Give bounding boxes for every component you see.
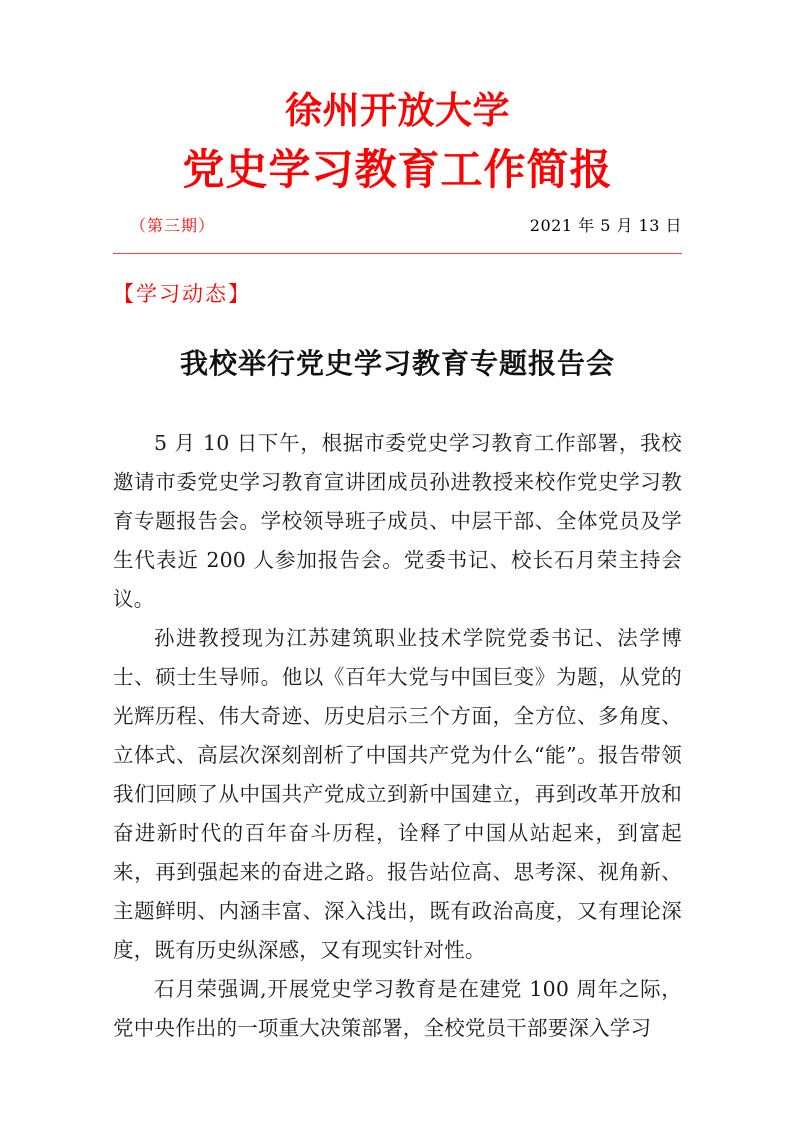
article-body	[113, 424, 682, 1048]
article-headline: 我校举行党史学习教育专题报告会	[179, 347, 615, 380]
issue-meta-row	[113, 213, 682, 243]
masthead-divider-rule	[113, 253, 682, 254]
masthead-organization: 徐州开放大学	[285, 88, 510, 132]
section-tag-learning-updates: 【学习动态】	[113, 282, 251, 306]
publication-date: 2021 年 5 月 13 日	[529, 216, 682, 235]
body-paragraph: 孙进教授现为江苏建筑职业技术学院党委书记、法学博士、硕士生导师。他以《百年大党与中国巨变》为题，从党的光辉历程、伟大奇迹、历史启示三个方面，全方位、多角度、立体式、高层次深刻剖析了中国共产党为什么“能”。报告带领我们回顾了从中国共产党成立到新中国建立，再到改革开放和奋进新时代的百年奋斗历程，诠释了中国从站起来，到富起来，再到强起来的奋进之路。报告站位高、思考深、视角新、主题鲜明、内涵丰富、深入浅出，既有政治高度，又有理论深度，既有历史纵深感，又有现实针对性。	[113, 626, 682, 962]
masthead-publication-title: 党史学习教育工作简报	[182, 145, 613, 194]
body-paragraph: 5 月 10 日下午，根据市委党史学习教育工作部署，我校邀请市委党史学习教育宣讲团成员孙进教授来校作党史学习教育专题报告会。学校领导班子成员、中层干部、全体党员及学生代表近 200 人参加报告会。党委书记、校长石月荣主持会议。	[113, 431, 682, 611]
masthead	[113, 0, 682, 194]
issue-number: （第三期）	[130, 216, 216, 235]
body-paragraph: 石月荣强调,开展党史学习教育是在建党 100 周年之际，党中央作出的一项重大决策部署，全校党员干部要深入学习	[113, 977, 682, 1040]
document-content-column	[113, 0, 682, 1048]
